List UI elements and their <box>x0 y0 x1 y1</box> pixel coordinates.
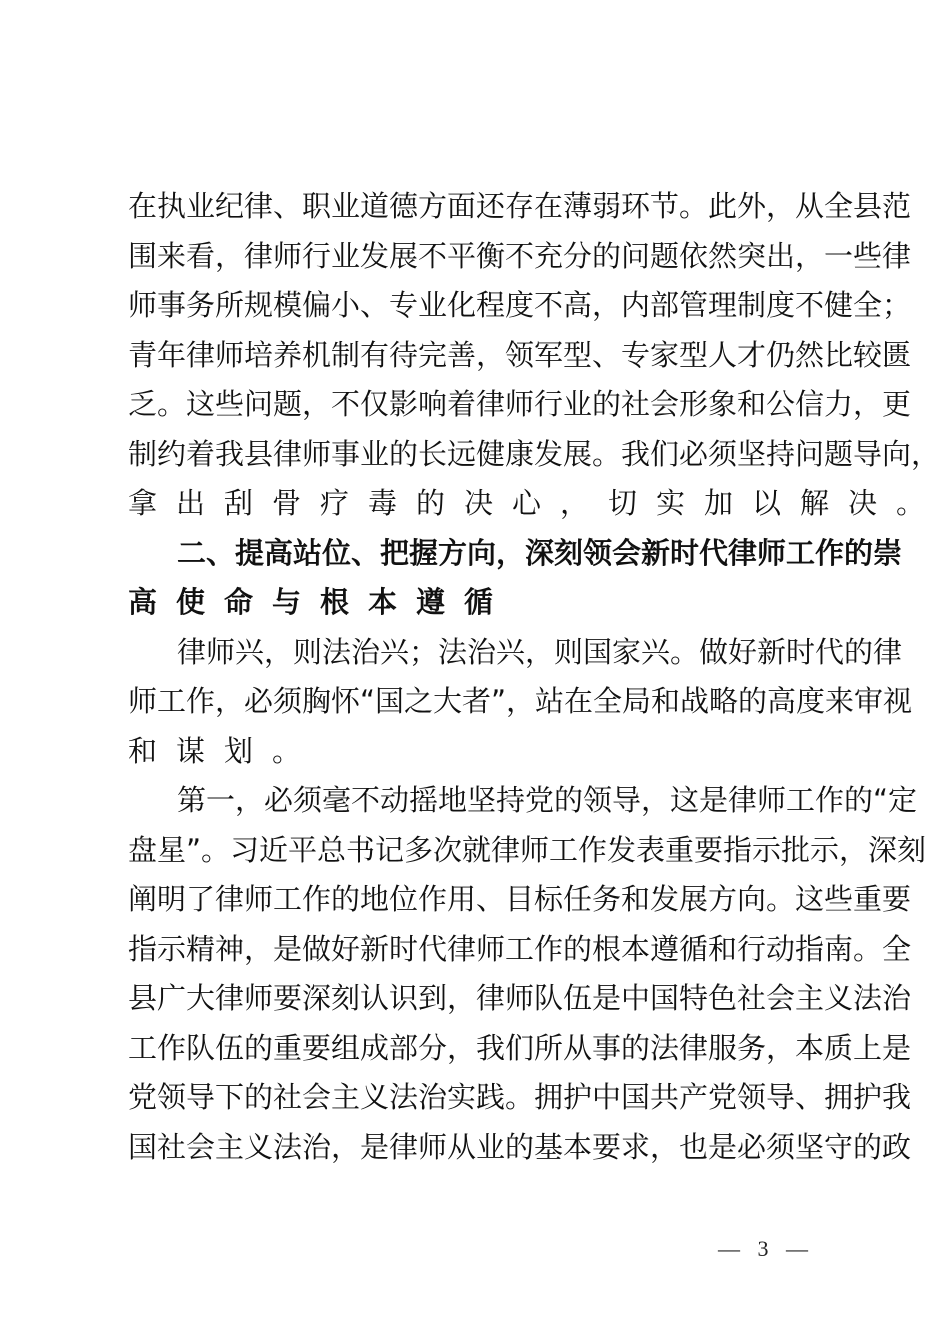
text-line: 青年律师培养机制有待完善，领军型、专家型人才仍然比较匮 <box>128 337 912 372</box>
page-number: — 3 — <box>718 1236 814 1261</box>
section-heading-line: 高使命与根本遵循 <box>128 585 513 619</box>
section-heading-line: 二、提高站位、把握方向，深刻领会新时代律师工作的崇 <box>177 535 903 570</box>
text-line: 制约着我县律师事业的长远健康发展。我们必须坚持问题导向， <box>128 436 941 471</box>
text-line: 拿出刮骨疗毒的决心，切实加以解决。 <box>128 486 945 520</box>
text-line: 师工作，必须胸怀“国之大者”，站在全局和战略的高度来审视 <box>128 684 913 718</box>
text-line: 盘星”。习近平总书记多次就律师工作发表重要指示批示，深刻 <box>128 832 927 867</box>
text-line: 指示精神，是做好新时代律师工作的根本遵循和行动指南。全 <box>128 931 912 966</box>
text-line: 工作队伍的重要组成部分，我们所从事的法律服务，本质上是 <box>128 1030 912 1065</box>
document-body <box>128 182 945 1172</box>
text-line: 阐明了律师工作的地位作用、目标任务和发展方向。这些重要 <box>128 882 912 916</box>
text-line: 和谋划。 <box>128 733 321 768</box>
text-line: 县广大律师要深刻认识到，律师队伍是中国特色社会主义法治 <box>128 981 912 1015</box>
text-line: 围来看，律师行业发展不平衡不充分的问题依然突出，一些律 <box>128 238 912 273</box>
text-line: 第一，必须毫不动摇地坚持党的领导，这是律师工作的“定 <box>177 783 918 817</box>
text-line: 乏。这些问题，不仅影响着律师行业的社会形象和公信力，更 <box>128 387 912 421</box>
text-line: 党领导下的社会主义法治实践。拥护中国共产党领导、拥护我 <box>128 1080 912 1114</box>
text-line: 师事务所规模偏小、专业化程度不高，内部管理制度不健全； <box>128 288 912 322</box>
text-line: 律师兴，则法治兴；法治兴，则国家兴。做好新时代的律 <box>177 634 903 669</box>
text-line: 国社会主义法治，是律师从业的基本要求，也是必须坚守的政 <box>128 1129 912 1164</box>
text-line: 在执业纪律、职业道德方面还存在薄弱环节。此外，从全县范 <box>128 189 912 223</box>
